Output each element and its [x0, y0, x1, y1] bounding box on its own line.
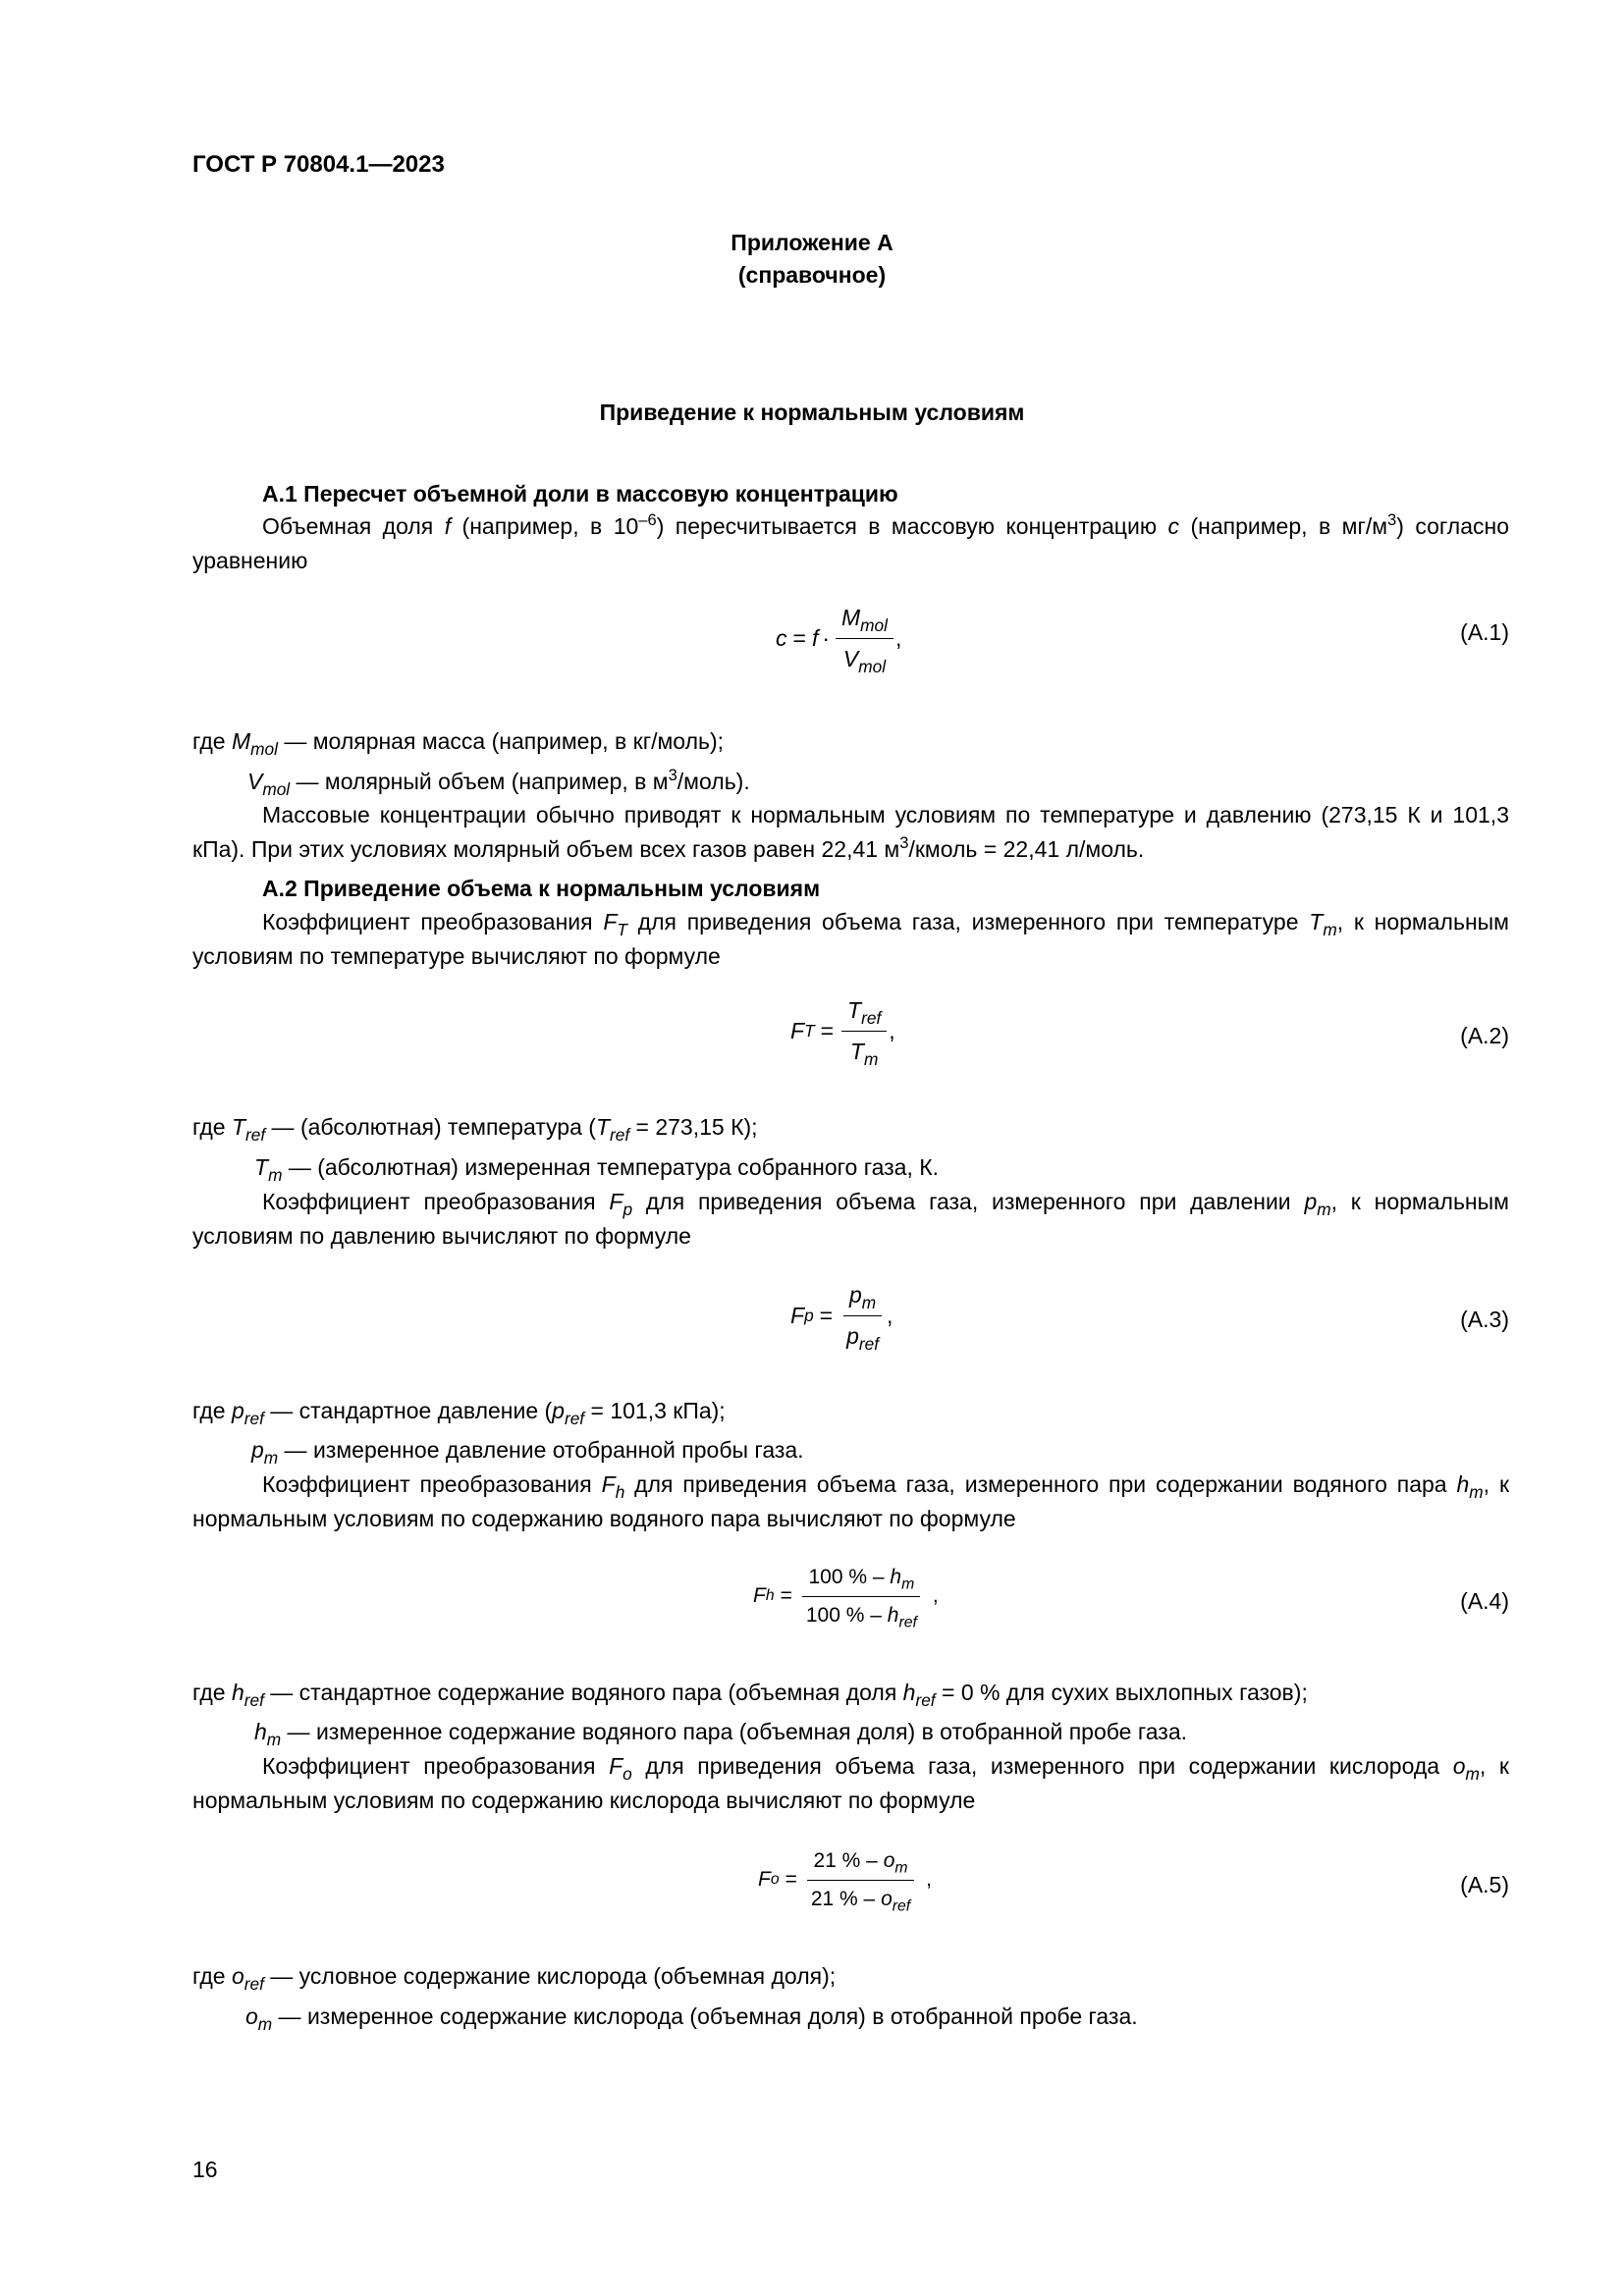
document-code: ГОСТ Р 70804.1—2023: [192, 151, 445, 178]
paragraph: Коэффициент преобразования $F_h$ для приведения объема газа, измеренного при содержании водяного пара $h_m$, к нормальным условиям по содержанию водяного пара вычисляют по формуле: [192, 1471, 1510, 1531]
formula-a2: F T = $\frac{T_{ref}}{T_m}$ ,: [790, 993, 895, 1068]
where-line: $T_m$ — (абсолютная) измеренная температура собранного газа, К.: [254, 1154, 940, 1186]
page-title: Приведение к нормальным условиям: [599, 400, 1025, 425]
section-a1-title: А.1 Пересчет объемной доли в массовую концентрацию: [262, 481, 898, 507]
equation-number: (А.4): [1460, 1588, 1509, 1614]
where-line: $V_{mol}$ — молярный объем (например, в $м^3/моль$).: [247, 765, 750, 800]
page-number: 16: [192, 2157, 218, 2182]
section-a2-title: А.2 Приведение объема к нормальным условиям: [262, 876, 821, 901]
formula-a3: F p = $\frac{p_m}{p_{ref}}$ ,: [790, 1278, 893, 1353]
fraction: $\frac{p_m}{p_{ref}}$: [840, 1278, 885, 1353]
appendix-title: Приложение А: [731, 230, 893, 255]
where-line: $o_m$ — измеренное содержание кислорода (объемная доля) в отобранной пробе газа.: [245, 2003, 1138, 2035]
equation-number: (А.1): [1460, 619, 1509, 645]
where-line: где $M_{mol}$ — молярная масса (например, в кг/моль);: [192, 728, 725, 760]
formula-a5: F o = $\frac{21 \% - o_m}{21 \% - o_{ref}}$ ,: [758, 1845, 932, 1914]
formula-a1: c = f · $\frac{M_{mol}}{V_{mol}}$ ,: [776, 601, 901, 675]
paragraph: Коэффициент преобразования $F_p$ для приведения объема газа, измеренного при давлении $p_m$, к нормальным условиям по давлению вычисляют по формуле: [192, 1189, 1509, 1249]
equation-number: (А.5): [1460, 1872, 1509, 1897]
paragraph: Коэффициент преобразования $F_T$ для приведения объема газа, измеренного при температуре $T_m$, к нормальным условиям по температуре вычисляют по формуле: [192, 909, 1509, 969]
formula-a4: F h = $\frac{100 \% - h_m}{100 \% - h_{ref}}$ ,: [753, 1562, 939, 1630]
section-a1-intro: Объемная доля f (например, в $10^{-6}$) пересчитывается в массовую концентрацию c (например, в $мг/м^3$) согласно уравнению: [192, 509, 1509, 573]
where-line: $h_m$ — измеренное содержание водяного пара (объемная доля) в отобранной пробе газа.: [254, 1719, 1188, 1750]
where-line: где $p_{ref}$ — стандартное давление ($p_{ref} = 101,3$ кПа);: [192, 1398, 726, 1429]
fraction: $\frac{21 \% - o_m}{21 \% - o_{ref}}$: [805, 1845, 916, 1914]
where-line: где $h_{ref}$ — стандартное содержание водяного пара (объемная доля $h_{ref} = 0$ % для сухих выхлопных газов);: [192, 1680, 1308, 1711]
equation-number: (А.3): [1460, 1307, 1509, 1332]
fraction: $\frac{T_{ref}}{T_m}$: [841, 993, 887, 1068]
where-line: где $o_{ref}$ — условное содержание кислорода (объемная доля);: [192, 1963, 837, 1995]
fraction: $\frac{100 \% - h_m}{100 \% - h_{ref}}$: [800, 1562, 923, 1630]
section-a1-note: Массовые концентрации обычно приводят к нормальным условиям по температуре и давлению (273,15 К и 101,3 кПа). При этих условиях молярный объем всех газов равен 22,41 $м^3$/кмоль = 22,41 л/моль.: [192, 802, 1509, 862]
where-line: $p_m$ — измеренное давление отобранной пробы газа.: [251, 1437, 804, 1468]
appendix-status: (справочное): [737, 262, 887, 288]
paragraph: Коэффициент преобразования $F_o$ для приведения объема газа, измеренного при содержании кислорода $o_m$, к нормальным условиям по содержанию кислорода вычисляют по формуле: [192, 1753, 1509, 1813]
equation-number: (А.2): [1460, 1023, 1509, 1048]
fraction: $\frac{M_{mol}}{V_{mol}}$: [836, 601, 893, 675]
where-line: где $T_{ref}$ — (абсолютная) температура ($T_{ref} = 273,15$ К);: [192, 1114, 758, 1146]
